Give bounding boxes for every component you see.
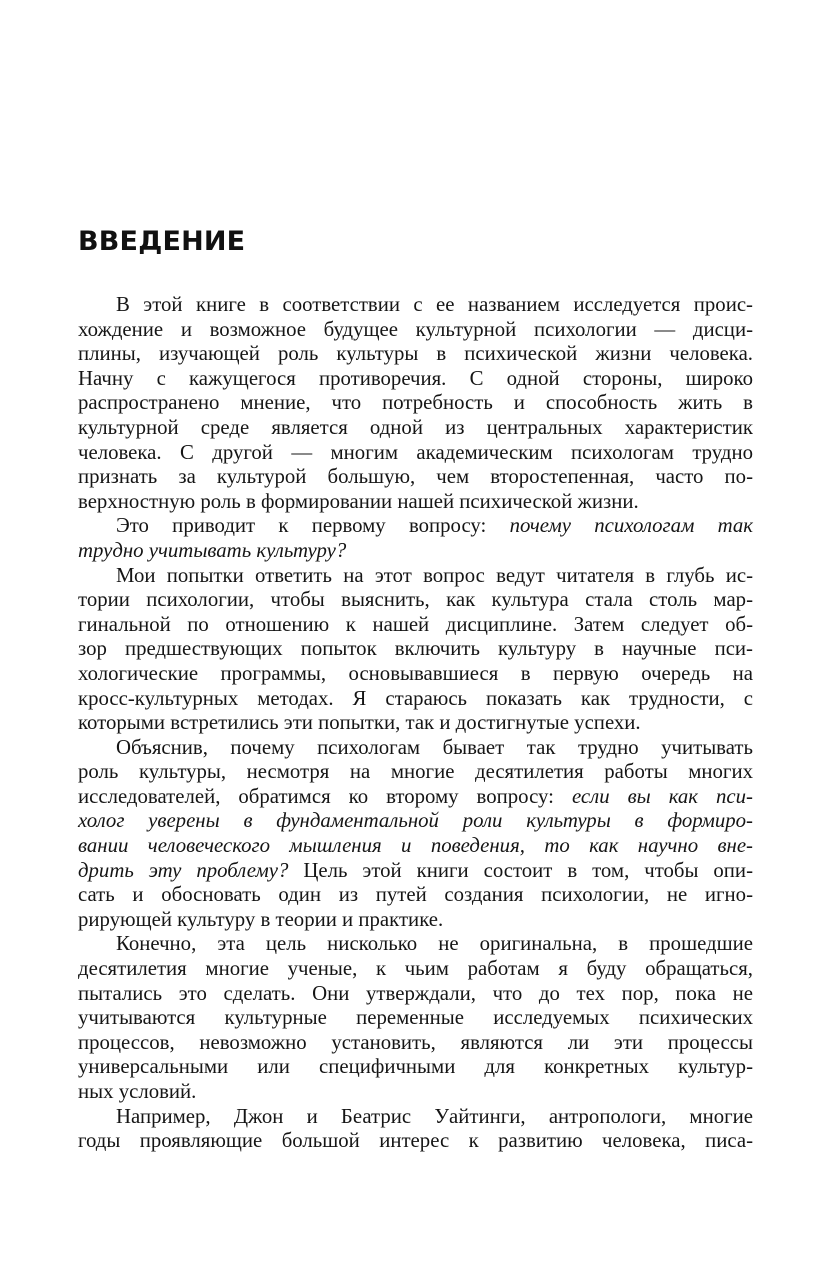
text-line: верхностную роль в формировании нашей психической жизни. [78,489,639,513]
text-line: человека. С другой — многим академическим психологам трудно [78,440,753,464]
text-line: Конечно, эта цель нисколько не оригинальна, в прошедшие [116,932,753,956]
text-line: универсальными или специфичными для конкретных культур- [78,1055,753,1079]
text-line: Например, Джон и Беатрис Уайтинги, антропологи, многие [116,1104,753,1128]
italic-question: дрить эту проблему? [78,858,289,882]
text-line: ных условий. [78,1080,197,1103]
text-line: Объяснив, почему психологам бывает так трудно учитывать [116,735,753,759]
text-line: хологические программы, основывавшиеся в первую очередь на [78,661,753,685]
text-line: сать и обосновать один из путей создания психологии, не игно- [78,883,753,907]
text-line: гинальной по отношению к нашей дисциплине. Затем следует об- [78,612,753,636]
paragraph-5 [78,932,753,1104]
text-line: распространено мнение, что потребность и способность жить в [78,391,753,415]
text-line: рирующей культуру в теории и практике. [78,907,444,931]
text-line: плины, изучающей роль культуры в психической жизни человека. [78,342,753,366]
text-line: десятилетия многие ученые, к чьим работам я буду обращаться, [78,957,753,981]
text-line: Начну с кажущегося противоречия. С одной стороны, широко [78,366,753,390]
text-line: исследователей, обратимся ко второму вопросу: если вы как пси- [78,784,753,808]
text-line: признать за культурой большую, чем второстепенная, часто по- [78,465,753,489]
text-line: пытались это сделать. Они утверждали, что до тех пор, пока не [78,981,753,1005]
italic-question: трудно учитывать культуру? [78,538,347,562]
text-line: зор предшествующих попыток включить культуру в научные пси- [78,637,753,661]
paragraph-4 [78,736,753,933]
text-line: тории психологии, чтобы выяснить, как культура стала столь мар- [78,588,753,612]
text-line: которыми встретились эти попытки, так и достигнутые успехи. [78,711,641,735]
chapter-heading: ВВЕДЕНИЕ [78,226,246,257]
text-line: годы проявляющие большой интерес к развитию человека, писа- [78,1129,753,1153]
body-text [78,293,753,1154]
text-line: хождение и возможное будущее культурной психологии — дисци- [78,317,753,341]
text-line: холог уверены в фундаментальной роли культуры в формиро- [78,809,753,833]
text-line: В этой книге в соответствии с ее названием исследуется проис- [116,293,753,316]
text-line: Это приводит к первому вопросу: почему психологам так [116,514,753,538]
paragraph-3 [78,564,753,736]
text-line: дрить эту проблему? Цель этой книги состоит в том, чтобы опи- [78,858,753,882]
text-line: кросс-культурных методах. Я стараюсь показать как трудности, с [78,686,753,710]
text-line: роль культуры, несмотря на многие десятилетия работы многих [78,760,753,784]
italic-question: если вы как пси- [571,784,753,808]
text-line: вании человеческого мышления и поведения, то как научно вне- [78,834,753,858]
paragraph-1 [78,293,753,514]
text-line: процессов, невозможно установить, являются ли эти процессы [78,1030,753,1054]
text-line: культурной среде является одной из центральных характеристик [78,415,753,439]
text-line [78,539,753,564]
text-line: Мои попытки ответить на этот вопрос ведут читателя в глубь ис- [116,563,753,587]
paragraph-6 [78,1105,753,1154]
text-line: учитываются культурные переменные исследуемых психических [78,1006,753,1030]
paragraph-2 [78,514,753,563]
italic-question: почему психологам так [509,514,753,538]
